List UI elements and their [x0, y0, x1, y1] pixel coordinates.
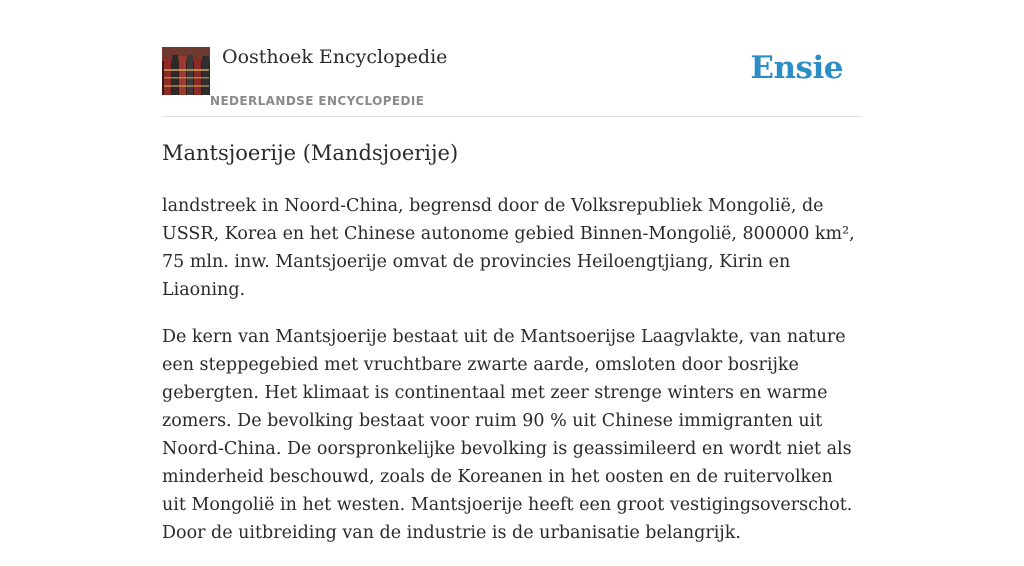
- article-title: Mantsjoerije (Mandsjoerije): [162, 141, 459, 165]
- site-avatar[interactable]: [162, 47, 210, 95]
- book-spines-icon: [162, 47, 210, 95]
- article-paragraph-2: De kern van Mantsjoerije bestaat uit de Mantsoerijse Laagvlakte, van nature een steppegebied met vruchtbare zwarte aarde, omsloten door bosrijke gebergten. Het klimaat is continentaal met zeer strenge winters en warme zomers. De bevolking bestaat voor ruim 90 % uit Chinese immigranten uit Noord-China. De oorspronkelijke bevolking is geassimileerd en wordt niet als minderheid beschouwd, zoals de Koreanen in het oosten en de ruitervolken uit Mongolië in het westen. Mantsjoerije heeft een groot vestigingsoverschot. Door de uitbreiding van de industrie is de urbanisatie belangrijk.: [162, 327, 853, 543]
- article-paragraph-1: landstreek in Noord-China, begrensd door de Volksrepubliek Mongolië, de USSR, Korea en het Chinese autonome gebied Binnen-Mongolië, 800000 km², 75 mln. inw. Mantsjoerije omvat de provincies Heiloengtjiang, Kirin en Liaoning.: [162, 196, 855, 300]
- article-body: [162, 192, 862, 566]
- page: [162, 0, 862, 543]
- ensie-logo[interactable]: Ensie: [750, 50, 843, 86]
- site-name[interactable]: Oosthoek Encyclopedie: [222, 46, 448, 68]
- site-tagline: NEDERLANDSE ENCYCLOPEDIE: [210, 94, 425, 108]
- site-header: [162, 0, 862, 117]
